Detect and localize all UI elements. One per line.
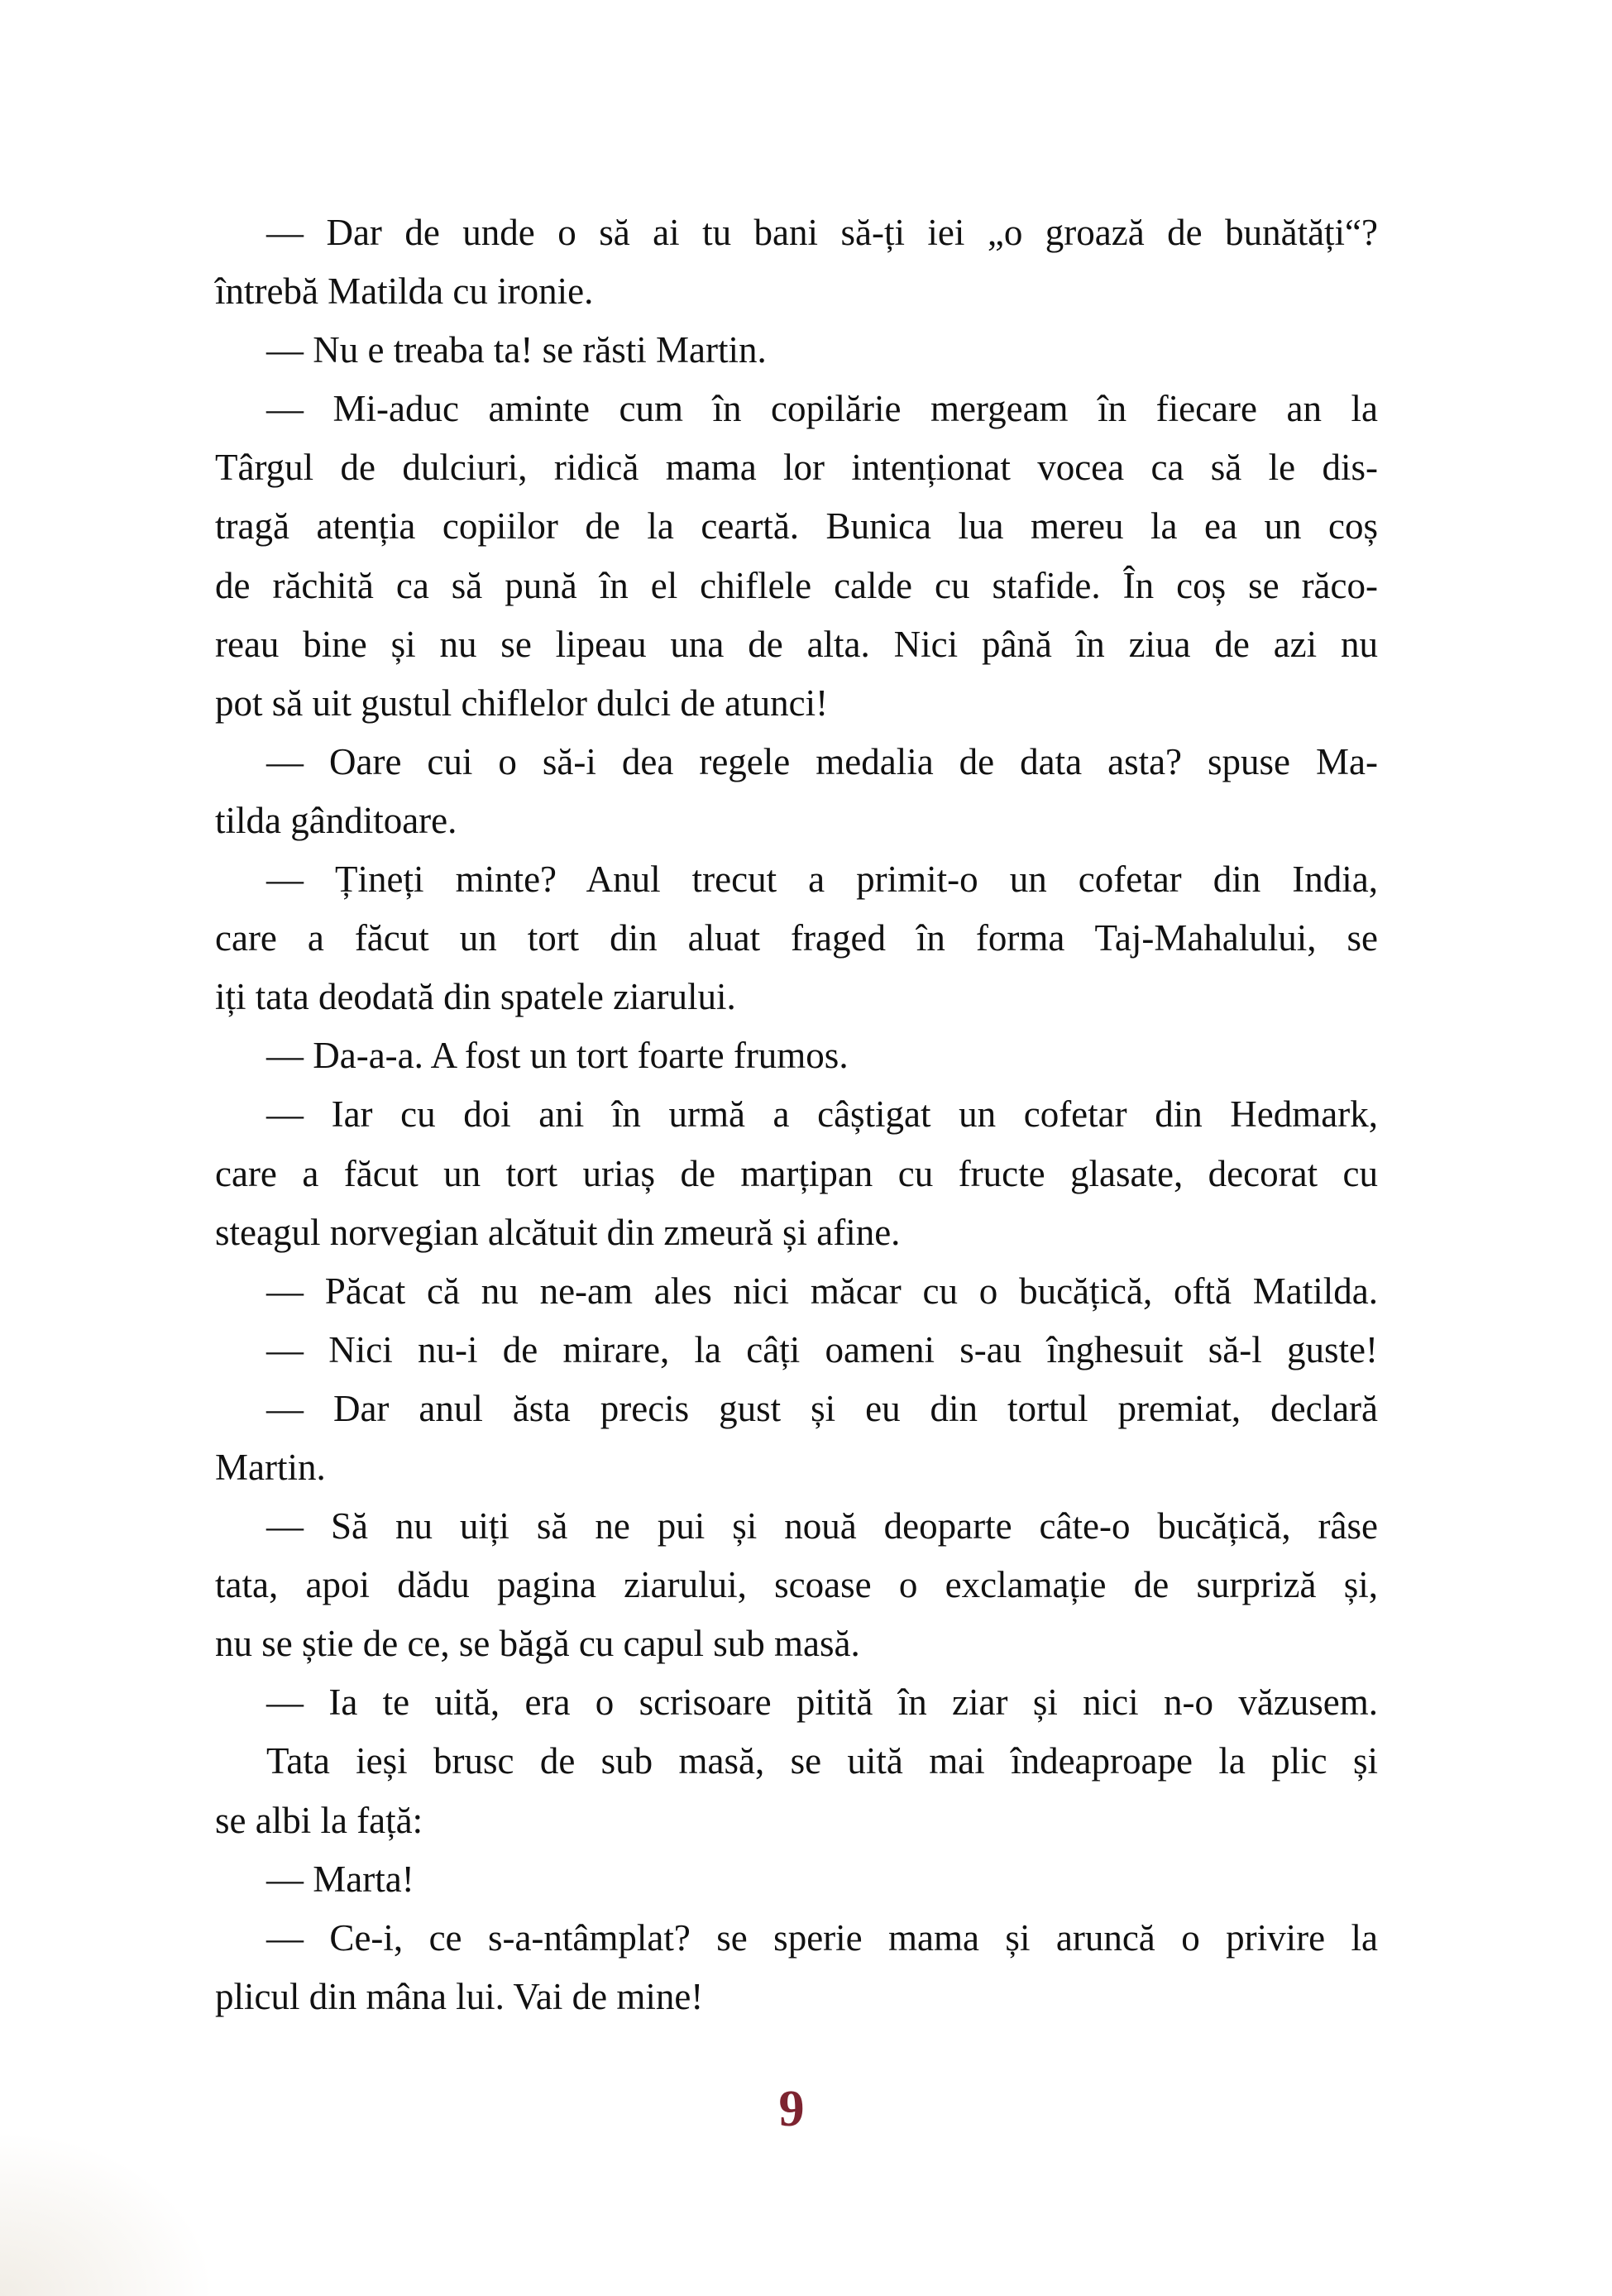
text-line: Tata ieși brusc de sub masă, se uită mai îndeaproape la plic și <box>266 1740 1378 1782</box>
text-line: — Dar de unde o să ai tu bani să-ți iei „o groază de bunătăți“? <box>266 212 1378 253</box>
text-line: se albi la față: <box>215 1799 423 1841</box>
text-line: — Ce-i, ce s-a-ntâmplat? se sperie mama și aruncă o privire la <box>266 1916 1378 1959</box>
text-line: nu se știe de ce, se băgă cu capul sub masă. <box>215 1623 860 1665</box>
text-line: — Mi-aduc aminte cum în copilărie mergeam în fiecare an la <box>266 388 1378 430</box>
text-line: reau bine și nu se lipeau una de alta. Nici până în ziua de azi nu <box>215 623 1378 665</box>
text-line: — Nici nu-i de mirare, la câți oameni s-au înghesuit să-l guste! <box>266 1328 1378 1370</box>
text-line: întrebă Matilda cu ironie. <box>215 270 594 313</box>
text-line: Târgul de dulciuri, ridică mama lor intenționat vocea ca să le dis- <box>215 447 1378 489</box>
text-line: plicul din mâna lui. Vai de mine! <box>215 1975 704 2017</box>
text-line: tata, apoi dădu pagina ziarului, scoase o exclamație de surpriză și, <box>215 1564 1378 1606</box>
text-line: — Dar anul ăsta precis gust și eu din tortul premiat, declară <box>266 1387 1378 1429</box>
text-line: de răchită ca să pună în el chiflele calde cu stafide. În coș se răco- <box>215 564 1378 606</box>
text-line: tragă atenția copiilor de la ceartă. Bunica lua mereu la ea un coș <box>215 505 1378 548</box>
text-line: — Iar cu doi ani în urmă a câștigat un cofetar din Hedmark, <box>266 1093 1378 1136</box>
text-line: — Păcat că nu ne-am ales nici măcar cu o bucățică, oftă Matilda. <box>266 1270 1378 1312</box>
page-shadow <box>0 2131 215 2296</box>
text-line: tilda gânditoare. <box>215 799 457 841</box>
text-line: — Marta! <box>266 1858 414 1900</box>
text-line: steagul norvegian alcătuit din zmeură și afine. <box>215 1211 901 1253</box>
page-number: 9 <box>778 2081 805 2137</box>
text-line: — Oare cui o să-i dea regele medalia de data asta? spuse Ma- <box>266 740 1378 782</box>
text-line: — Țineți minte? Anul trecut a primit-o un cofetar din India, <box>266 859 1378 901</box>
text-line: iți tata deodată din spatele ziarului. <box>215 976 736 1018</box>
text-line: pot să uit gustul chiflelor dulci de atunci! <box>215 682 829 724</box>
text-line: — Ia te uită, era o scrisoare pitită în ziar și nici n-o văzusem. <box>266 1681 1378 1724</box>
text-line: — Nu e treaba ta! se răsti Martin. <box>266 329 767 371</box>
body-text <box>215 203 1378 2026</box>
text-line: — Da-a-a. A fost un tort foarte frumos. <box>266 1035 849 1077</box>
text-line: care a făcut un tort din aluat fraged în forma Taj-Mahalului, se <box>215 917 1378 959</box>
text-line: Martin. <box>215 1446 326 1488</box>
text-line: — Să nu uiți să ne pui și nouă deoparte câte-o bucățică, râse <box>266 1505 1378 1547</box>
text-line: care a făcut un tort uriaș de marțipan cu fructe glasate, decorat cu <box>215 1152 1378 1194</box>
